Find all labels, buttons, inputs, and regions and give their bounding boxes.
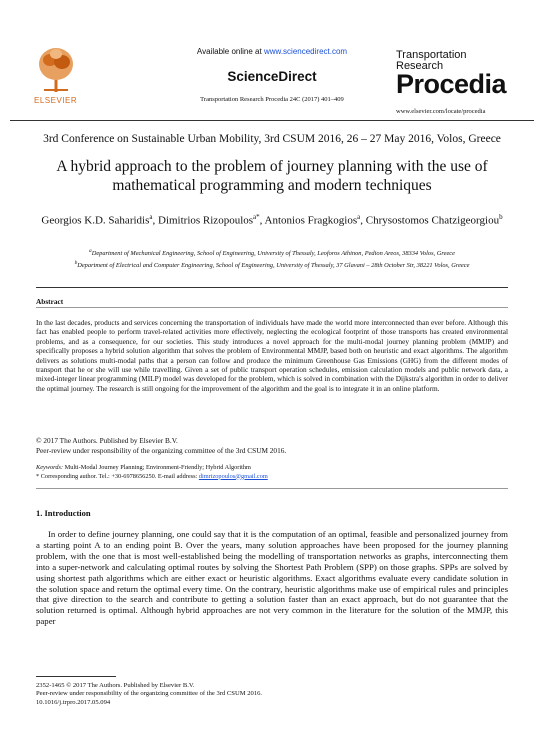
- author-1: Georgios K.D. Saharidis: [41, 214, 150, 227]
- footer-divider: [36, 676, 116, 677]
- journal-logo-line2: Research: [396, 60, 444, 72]
- section-heading-introduction: 1. Introduction: [36, 508, 91, 518]
- author-2-sup: a*: [253, 213, 260, 221]
- sciencedirect-logo: ScienceDirect: [227, 69, 317, 84]
- author-4-sup: b: [499, 213, 503, 221]
- author-4: Chrysostomos Chatzigeorgiou: [365, 214, 500, 227]
- journal-reference: Transportation Research Procedia 24C (2017) 401–409: [200, 96, 344, 103]
- affiliation-a-text: Department of Mechanical Engineering, School of Engineering, University of Thessaly, Leoforos Athinon, Pedion Areos, 38334 Volos, Greece: [91, 250, 455, 258]
- available-prefix: Available online at: [196, 47, 264, 56]
- copyright-line: © 2017 The Authors. Published by Elsevier B.V.: [36, 436, 178, 445]
- abstract-top-divider: [36, 287, 508, 288]
- journal-logo-line1: Transportation: [396, 49, 467, 61]
- affiliation-b: [30, 259, 514, 271]
- peer-review-line: Peer-review under responsibility of the organizing committee of the 3rd CSUM 2016.: [36, 445, 287, 455]
- keywords-text: Multi-Modal Journey Planning; Environment-Friendly; Hybrid Algorithm: [63, 464, 251, 471]
- author-1-sup: a: [149, 213, 153, 221]
- corresponding-author: [36, 473, 268, 482]
- keywords-block: [36, 464, 268, 481]
- journal-logo-procedia: Procedia: [396, 69, 507, 99]
- author-2: Dimitrios Rizopoulos: [158, 214, 254, 227]
- footer: [36, 682, 262, 707]
- elsevier-wordmark: ELSEVIER: [34, 96, 78, 105]
- affiliation-b-text: Department of Electrical and Computer Engineering, School of Engineering, University of Thessaly, 37 Glavani – 28th October Str, 38221 Volos, Greece: [77, 261, 470, 269]
- footer-peer-review: Peer-review under responsibility of the organizing committee of the 3rd CSUM 2016.: [36, 690, 263, 698]
- footer-issn: 2352-1465 © 2017 The Authors. Published by Elsevier B.V.: [36, 682, 195, 689]
- affiliations: [30, 247, 514, 270]
- conference-line: 3rd Conference on Sustainable Urban Mobility, 3rd CSUM 2016, 26 – 27 May 2016, Volos, Greece: [43, 133, 501, 145]
- author-3-sup: a: [357, 213, 361, 221]
- abstract-heading-divider: [36, 307, 508, 308]
- abstract-bottom-divider: [36, 488, 508, 489]
- footer-doi[interactable]: 10.1016/j.trpro.2017.05.094: [36, 698, 111, 706]
- author-list: Georgios K.D. Saharidis$^a$, Dimitrios Rizopoulos$^{a*}$, Antonios Fragkogios$^a$, Chrysostomos Chatzigeorgiou$^b$: [41, 213, 503, 227]
- affiliation-a-sup: a: [89, 248, 92, 254]
- abstract-text: In the last decades, products and services concerning the transportation of individuals have made the world more interconnected than ever before. Although this fact has enabled people to perform travel-related activities more effectively, neglecting the ecological footprint of those transports has created environmental problems, and as a consequence, for our societies. This study introduces a novel approach for the multi-modal journey planning problem (MMJP) and specifically proposes a hybrid solution algorithm that solves the problem of Environmental MMJP, based both on heuristic and exact algorithms. The algorithm delivers as solutions multi-modal paths that a person can follow and produce the minimum Greenhouse Gas Emissions (GHG) from the different modes of transport that he or she will use while travelling. Given a set of public transport operation schedules, emission calculation models and public network data, a mixed-integer linear programming (MILP) model was developed for the problem, which is solved in combination with the Dijkstra's algorithm in order to deliver the optimal journey. The research is still ongoing for the improvement of the algorithm and the goal is to integrate it in an online platform.: [36, 318, 508, 393]
- introduction-paragraph: In order to define journey planning, one could say that it is the computation of an optimal, feasible and personalized journey from a starting point A to an ending point B. Over the years, many solution approaches have been proposed for the journey planning problem, with the one that is most well-established being the modelling of transportation networks as graphs, interconnecting them into a super-network and calculating optimal routes by solving the Shortest Path Problem (SPP) on those graphs. SPPs are solved by using shortest path algorithms which are either exact or heuristic algorithms. Exact algorithms evaluate every candidate solution in the solution space and return the optimal every time. On the contrary, heuristic algorithms make use of empirical rules and principles that give direction to the search and contribute to getting a solution faster than an exact approach, but do not guarantee that the solution returned is optimal. Although hybrid approaches are not very common in the literature for the solution of the MMJP, this paper: [36, 529, 508, 627]
- author-3: Antonios Fragkogios: [264, 214, 358, 227]
- header-divider: [10, 120, 534, 121]
- affiliation-a: [30, 247, 514, 259]
- email-link[interactable]: dimrizopoulos@gmail.com: [198, 472, 268, 480]
- affiliation-b-sup: b: [74, 259, 78, 266]
- paper-title: A hybrid approach to the problem of journey planning with the use of mathematical programming and modern techniques: [56, 158, 488, 194]
- corresponding-text: * Corresponding author. Tel.: +30-6978656250. E-mail address:: [36, 472, 199, 480]
- journal-url[interactable]: www.elsevier.com/locate/procedia: [396, 108, 486, 115]
- journal-logo: [396, 50, 514, 97]
- copyright-block: [36, 436, 286, 455]
- keywords-line: [36, 464, 268, 473]
- sciencedirect-link[interactable]: www.sciencedirect.com: [263, 47, 348, 56]
- keywords-label: Keywords:: [36, 464, 64, 471]
- abstract-heading: Abstract: [36, 297, 64, 306]
